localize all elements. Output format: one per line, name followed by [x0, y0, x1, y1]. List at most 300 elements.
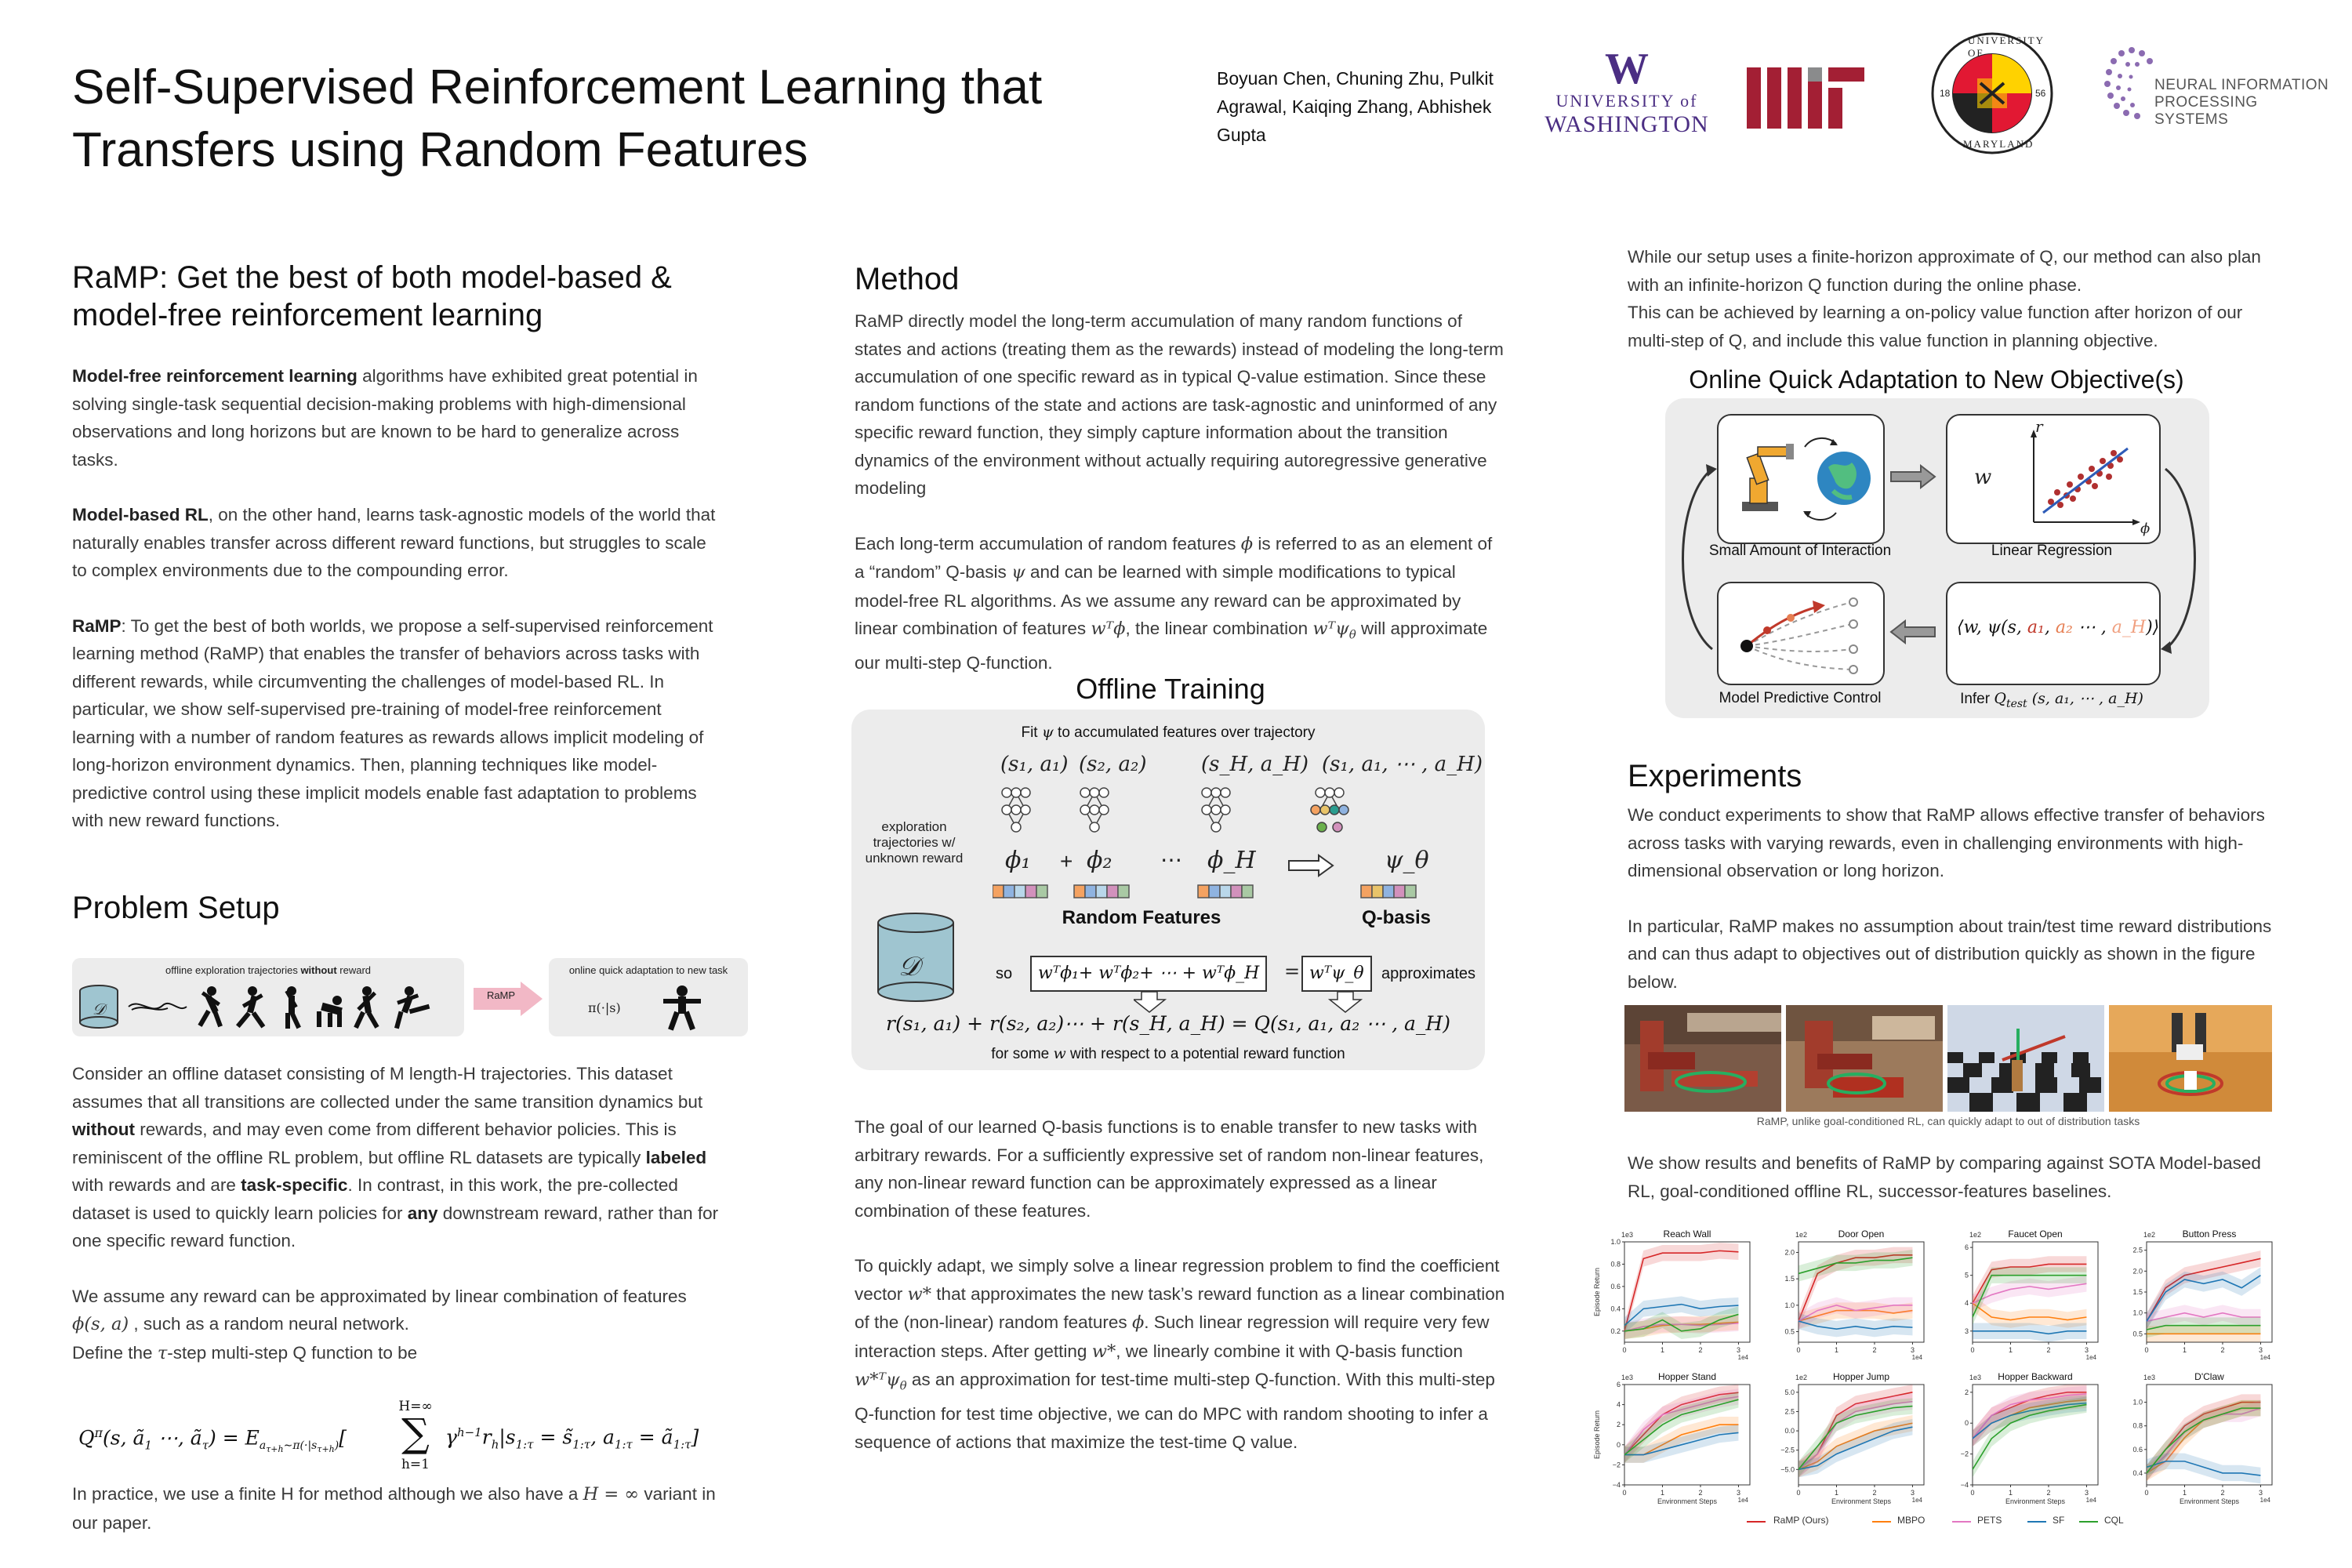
chart-x-exponent: 1e4: [2259, 1497, 2270, 1504]
expr-comma: ,: [2044, 618, 2056, 637]
experiments-body: [1628, 801, 2278, 996]
intro-bold-2: Model-based RL: [72, 505, 209, 524]
setup-para-1: [72, 1060, 723, 1255]
method-text-c: and can be learned with simple modifications to typical model-free RL algorithms. As we assume any reward can be approximated by linear combination of features: [855, 562, 1461, 638]
y-tick-label: 0.2: [1610, 1327, 1621, 1335]
eq-r: r: [481, 1425, 492, 1449]
y-tick-label: −4: [1960, 1481, 1969, 1489]
y-tick-label: 2.5: [2132, 1246, 2143, 1254]
right-arrow-icon: [1287, 854, 1334, 877]
eq-args2: ⋯, ã: [151, 1426, 202, 1450]
eq-gamma: γ: [445, 1425, 457, 1449]
environment-caption: RaMP, unlike goal-conditioned RL, can quickly adapt to out of distribution tasks: [1756, 1115, 2140, 1127]
uw-line2: WASHINGTON: [1544, 111, 1709, 137]
method-text-e: will approximate our multi-step Q-function.: [855, 619, 1488, 673]
x-tick-label: 0: [1622, 1346, 1627, 1354]
y-tick-label: 2: [1616, 1421, 1621, 1429]
online-adapt-label: online quick adaptation to new task: [568, 964, 728, 976]
x-tick-label: 1: [2182, 1346, 2187, 1354]
explore-label: exploration trajectories w/ unknown reward: [865, 819, 964, 866]
method-text-j: as an approximation for test-time multi-step Q-function. With this multi-step Q-function for test time objective, we can do MPC with random shooting to infer a sequence of actions that maximize the test-time Q value.: [855, 1370, 1495, 1452]
so-label: so: [996, 965, 1013, 982]
setup-phi-math: ϕ(s, a): [72, 1314, 129, 1334]
intro-text-2: , on the other hand, learns task-agnostic models of the world that naturally enables transfer across different reward functions, but struggles to scale to complex environments due to the compounding error.: [72, 505, 716, 580]
x-tick-label: 2: [1698, 1489, 1703, 1497]
x-tick-label: 0: [1796, 1489, 1801, 1497]
setup-text-e: downstream reward, rather than for one specific reward function.: [72, 1203, 719, 1250]
chart-title: Faucet Open: [2008, 1229, 2063, 1240]
y-tick-label: 0: [1616, 1440, 1621, 1449]
eq-gamma-sup: h−1: [456, 1425, 482, 1439]
setup-text-f: We assume any reward can be approximated by linear combination of features: [72, 1286, 687, 1306]
poster-title: Self-Supervised Reinforcement Learning that Transfers using Random Features: [72, 60, 1043, 177]
setup-text-k: variant in our paper.: [72, 1484, 716, 1533]
x-tick-label: 3: [2258, 1489, 2263, 1497]
eq-sub-1: 1: [144, 1438, 152, 1453]
x-tick-label: 1: [1660, 1489, 1664, 1497]
eq-exp-sub-b: τ+h: [266, 1444, 284, 1455]
chart-d-claw: [2114, 1366, 2278, 1505]
x-tick-label: 3: [1910, 1489, 1915, 1497]
x-tick-label: 2: [1698, 1346, 1703, 1354]
scatter-plot-icon: [2018, 426, 2151, 536]
neurips-text: NEURAL INFORMATION PROCESSING SYSTEMS: [2154, 77, 2329, 128]
method-para-1: RaMP directly model the long-term accumulation of many random functions of states and actions (treating them as the rewards) instead of modeling the long-term accumulation of one specific reward as in typical Q-value estimation. Since these random functions of the state and actions are task-agnostic and uninformed of any specific reward function, they simply capture information about the transition dynamics of the environment without actually requiring autoregressive generative modeling: [855, 311, 1504, 498]
method-w-star-2: w*: [1091, 1341, 1116, 1362]
dataset-symbol: 𝒟: [93, 1000, 105, 1018]
y-tick-label: 0.0: [1784, 1427, 1795, 1436]
umd-left-num: 18: [1940, 88, 1951, 99]
random-features-label: Random Features: [1062, 907, 1221, 928]
chart-x-exponent: 1e4: [1911, 1497, 1922, 1504]
chart-reach-wall: [1592, 1223, 1756, 1363]
y-tick-label: 5: [1964, 1271, 1969, 1279]
eq-args3: ) = E: [209, 1426, 260, 1450]
eq-sum-top: H=∞: [398, 1399, 433, 1414]
eq-sum-sign: ∑: [401, 1410, 430, 1456]
x-tick-label: 2: [1872, 1489, 1877, 1497]
method-wpsi-math: [1312, 619, 1356, 642]
pair-traj: (s₁, a₁, ⋯ , a_H): [1322, 753, 1483, 776]
setup-text-g: , such as a random neural network.: [129, 1314, 409, 1334]
y-tick-label: 0: [1964, 1419, 1969, 1428]
setup-bold-without: without: [72, 1120, 135, 1139]
w-symbol: w: [1974, 466, 1992, 489]
intro-bold-3: RaMP: [72, 615, 122, 636]
y-tick-label: 0.4: [2132, 1468, 2143, 1477]
expr-a2: a₂: [2055, 618, 2073, 637]
q-function-equation: [78, 1399, 753, 1474]
online-adaptation-panel: [549, 958, 748, 1036]
chart-hopper-jump: [1766, 1366, 1930, 1505]
method-wpsi-2-math: [855, 1370, 907, 1393]
robot-globe-icon: [1719, 416, 1883, 543]
legend-swatch-sf: [2027, 1521, 2046, 1523]
fit-psi-label: [851, 724, 1485, 742]
setup-footer: [72, 1480, 723, 1537]
fit-psi: ψ: [1041, 724, 1054, 741]
x-tick-label: 3: [1910, 1346, 1915, 1354]
chart-title: Reach Wall: [1663, 1229, 1711, 1240]
y-tick-label: 4: [1964, 1299, 1969, 1308]
x-tick-label: 2: [2220, 1489, 2225, 1497]
phi-2: ϕ₂: [1087, 847, 1112, 874]
x-tick-label: 2: [1872, 1346, 1877, 1354]
x-tick-label: 1: [2008, 1489, 2013, 1497]
reward-equation: r(s₁, a₁) + r(s₂, a₂)⋯ + r(s_H, a_H) = Q(s₁, a₁, a₂ ⋯ , a_H): [886, 1012, 1450, 1035]
uw-w-mark: W: [1605, 45, 1649, 93]
eq-pi: π: [94, 1425, 103, 1440]
x-tick-label: 0: [2144, 1489, 2149, 1497]
online-adapt-panel: [1665, 398, 2209, 718]
eq-cond: |s: [499, 1425, 516, 1449]
plus-sign: +: [1060, 849, 1073, 873]
method-psi: ψ: [1011, 562, 1025, 583]
intro-text-3: : To get the best of both worlds, we propose a self-supervised reinforcement learning method (RaMP) that enables the transfer of behaviors across tasks with different rewards, while circumventing the challenges of model-based RL. In particular, we show self-supervised pre-training of model-free reinforcement learning with a number of random features as rewards allows implicit modeling of long-horizon environment dynamics. Then, planning techniques like model-predictive control using these implicit models enable fast adaptation to problems with new reward functions.: [72, 615, 713, 830]
y-tick-label: 0.8: [1610, 1260, 1621, 1269]
method-text-i: , we linearly combine it with Q-basis function: [1116, 1341, 1463, 1361]
env-dclaw-render: [2109, 1005, 2272, 1112]
method-w-star: w*: [907, 1283, 932, 1305]
y-tick-label: 2.0: [1784, 1248, 1795, 1257]
legend-swatch-ramp: [1747, 1521, 1766, 1523]
policy-label: π(·|s): [588, 1000, 621, 1015]
intro-body: [72, 362, 723, 862]
chart-x-exponent: 1e4: [2085, 1497, 2096, 1504]
col1-section-intro: [72, 259, 746, 334]
infer-q-sub: test: [2005, 697, 2027, 710]
intro-bold-1: Model-free reinforcement learning: [72, 366, 358, 386]
feature-bar-2: [1074, 885, 1129, 898]
x-axis-label: Environment Steps: [1831, 1497, 1892, 1505]
chart-legend: [1747, 1513, 2139, 1529]
intro-para-1: [72, 362, 723, 474]
method-wpsi-2: w*ᵀψ: [855, 1370, 900, 1390]
pair-2: (s₂, a₂): [1079, 753, 1147, 776]
x-tick-label: 1: [1834, 1346, 1838, 1354]
x-tick-label: 3: [1736, 1346, 1740, 1354]
x-tick-label: 1: [1660, 1346, 1664, 1354]
setup-text-h: Define the: [72, 1342, 158, 1363]
method-text-b: is referred to as an element of a “random” Q-basis: [855, 533, 1493, 582]
chart-x-exponent: 1e4: [1911, 1354, 1922, 1361]
eq-sum-bottom: h=1: [401, 1457, 430, 1472]
eq-part-1: [78, 1425, 347, 1454]
pair-h: (s_H, a_H): [1201, 753, 1309, 776]
robot-arm-icon: [1742, 444, 1794, 511]
chart-hopper-stand: [1592, 1366, 1756, 1505]
y-tick-label: −2: [1612, 1461, 1621, 1469]
x-axis-label: Environment Steps: [1657, 1497, 1718, 1505]
eq-s-tilde: = s̃: [533, 1425, 573, 1449]
approximates-label: approximates: [1381, 965, 1476, 982]
x-tick-label: 2: [2220, 1346, 2225, 1354]
chart-door-open: [1766, 1223, 1930, 1363]
interaction-label: Small Amount of Interaction: [1708, 543, 1892, 559]
y-tick-label: 0.6: [1610, 1282, 1621, 1290]
x-tick-label: 1: [2182, 1489, 2187, 1497]
legend-label-cql: CQL: [2104, 1515, 2124, 1526]
y-axis-label: Episode Return: [1593, 1267, 1601, 1317]
author-list: Boyuan Chen, Chuning Zhu, Pulkit Agrawal, Kaiqing Zhang, Abhishek Gupta: [1217, 68, 1494, 145]
pair-1: (s₁, a₁): [1000, 753, 1069, 776]
chart-title: Hopper Stand: [1657, 1371, 1717, 1382]
exp-para-2: In particular, RaMP makes no assumption about train/test time reward distributions and can thus adapt to objectives out of distribution quickly as shown in the figure below.: [1628, 916, 2272, 992]
phi-h: ϕ_H: [1207, 847, 1256, 874]
y-axis-label: Episode Return: [1593, 1410, 1601, 1460]
expr-pre: ⟨w, ψ(s,: [1957, 618, 2027, 637]
y-tick-label: 1.5: [2132, 1288, 2143, 1296]
x-tick-label: 3: [1736, 1489, 1740, 1497]
y-tick-label: 2.5: [1784, 1407, 1795, 1416]
y-tick-label: 2: [1964, 1388, 1969, 1396]
chart-y-exponent: 1e2: [1969, 1231, 1982, 1239]
x-tick-label: 0: [1796, 1346, 1801, 1354]
eq-part-2: [445, 1425, 699, 1451]
y-tick-label: 4: [1616, 1400, 1621, 1409]
x-tick-label: 0: [2144, 1346, 2149, 1354]
method-heading: Method: [855, 262, 960, 296]
col3-para-1: While our setup uses a finite-horizon approximate of Q, our method can also plan with an infinite-horizon Q function during the online phase.: [1628, 247, 2261, 295]
chart-y-exponent: 1e2: [1795, 1374, 1808, 1381]
eq-exp-sub-c: ∼π(·|s: [283, 1439, 318, 1453]
eq-a-sub: 1:τ: [614, 1437, 633, 1452]
y-tick-label: −4: [1612, 1481, 1621, 1489]
network-icon-h: [1202, 788, 1230, 832]
umd-bottom-text: MARYLAND: [1963, 138, 2034, 150]
chart-x-exponent: 1e4: [1737, 1497, 1748, 1504]
eq-exp-sub-a: a: [259, 1439, 267, 1453]
for-some-pre: for some: [991, 1046, 1054, 1062]
fit-pre: Fit: [1021, 724, 1042, 741]
curved-arrow-left-icon: [1665, 461, 1720, 657]
setup-text-i: -step multi-step Q function to be: [167, 1342, 418, 1363]
legend-label-sf: SF: [2053, 1515, 2065, 1526]
regression-box: [1946, 414, 2161, 544]
setup-body: [72, 1060, 723, 1367]
offline-traj-label-pre: offline exploration trajectories: [165, 964, 301, 976]
chart-x-exponent: 1e4: [1737, 1354, 1748, 1361]
feature-sum-box: wᵀϕ₁+ wᵀϕ₂+ ⋯ + wᵀϕ_H: [1030, 956, 1267, 992]
legend-swatch-cql: [2079, 1521, 2098, 1523]
results-charts: [1592, 1223, 2289, 1537]
q-basis-box: wᵀψ_θ: [1301, 956, 1372, 992]
setup-text-j: In practice, we use a finite H for method although we also have a: [72, 1484, 583, 1504]
phi-axis-label: ϕ: [2140, 521, 2151, 537]
infer-pre: Infer: [1960, 691, 1994, 707]
chart-y-exponent: 1e3: [1969, 1374, 1982, 1381]
setup-bold-labeled: labeled: [645, 1147, 707, 1167]
y-tick-label: 1.0: [1610, 1238, 1621, 1246]
phi-1: ϕ₁: [1005, 847, 1031, 874]
inference-box: [1946, 582, 2161, 685]
feature-bar-psi: [1361, 885, 1416, 898]
x-axis-label: Environment Steps: [2179, 1497, 2240, 1505]
setup-para-2: [72, 1283, 723, 1368]
expr-post: )⟩: [2146, 618, 2160, 637]
legend-swatch-mbpo: [1872, 1521, 1891, 1523]
chart-title: Hopper Jump: [1832, 1371, 1890, 1382]
expr-ah: a_H: [2111, 618, 2147, 637]
psi-theta: ψ_θ: [1385, 847, 1429, 874]
experiments-heading: Experiments: [1628, 759, 1802, 793]
q-inference-expression: [1957, 618, 2159, 637]
setup-bold-task-specific: task-specific: [241, 1175, 348, 1195]
eq-a: , a: [590, 1425, 615, 1449]
infer-label: [1946, 690, 2158, 710]
network-icon-1: [1002, 788, 1030, 832]
chart-y-exponent: 1e2: [1795, 1231, 1808, 1239]
mit-logo: [1747, 67, 1864, 132]
uw-logo: [1537, 47, 1717, 138]
col3-intro: [1628, 243, 2278, 354]
arrow-right-1-icon: [1889, 464, 1936, 489]
col3-para-2: This can be achieved by learning a on-policy value function after horizon of our multi-step of Q, and include this value function in planning objective.: [1628, 303, 2243, 350]
interaction-box: [1717, 414, 1885, 544]
method-body-2: [855, 1113, 1505, 1483]
x-tick-label: 3: [2084, 1489, 2089, 1497]
chart-x-exponent: 1e4: [2085, 1354, 2096, 1361]
network-icon-psi: [1311, 788, 1348, 832]
intro-heading: RaMP: Get the best of both model-based & model-free reinforcement learning: [72, 260, 672, 332]
expr-dots: ⋯ ,: [2072, 618, 2112, 637]
trajectory-illustrations: [77, 982, 461, 1033]
online-adapt-title: Online Quick Adaptation to New Objective(s): [1689, 365, 2184, 394]
eq-open-bracket: [: [339, 1426, 347, 1450]
chart-title: Hopper Backward: [1998, 1371, 2073, 1382]
eq-a-tilde: = ã: [632, 1425, 673, 1449]
x-tick-label: 0: [1622, 1489, 1627, 1497]
y-tick-label: −2.5: [1780, 1446, 1795, 1454]
eq-q: Q: [78, 1426, 95, 1450]
offline-training-panel: [851, 710, 1485, 1070]
expr-a1: a₁: [2027, 618, 2045, 637]
chart-button-press: [2114, 1223, 2278, 1363]
legend-label-ramp: RaMP (Ours): [1773, 1515, 1829, 1526]
legend-label-pets: PETS: [1977, 1515, 2002, 1526]
uw-line1: UNIVERSITY of: [1555, 91, 1698, 111]
offline-training-title: Offline Training: [1076, 673, 1265, 705]
method-text-f: To quickly adapt, we simply solve a linear regression problem to find the coefficient vector: [855, 1256, 1500, 1304]
exp-para-1: We conduct experiments to show that RaMP allows effective transfer of behaviors across tasks with varying rewards, even in challenging environments with high-dimensional observation or long horizon.: [1628, 805, 2265, 880]
setup-text-a: Consider an offline dataset consisting of M length-H trajectories. This dataset assumes that all transitions are collected under the same transition dynamics but: [72, 1064, 703, 1112]
fit-post: to accumulated features over trajectory: [1053, 724, 1316, 741]
chart-hopper-backward: [1940, 1366, 2104, 1505]
eq-a-tilde-sub: 1:τ: [673, 1437, 691, 1452]
y-tick-label: 1.5: [1784, 1275, 1795, 1283]
mpc-box: [1717, 582, 1885, 685]
eq-cond-sub: 1:τ: [515, 1437, 534, 1452]
method-phi: ϕ: [1240, 533, 1254, 554]
ellipsis: ⋯: [1160, 848, 1182, 872]
y-tick-label: 1.0: [2132, 1398, 2143, 1406]
umd-seal: [1930, 31, 2054, 159]
infer-q: Q: [1994, 690, 2006, 707]
experiments-body-2: We show results and benefits of RaMP by comparing against SOTA Model-based RL, goal-conditioned offline RL, successor-features baselines.: [1628, 1153, 2261, 1201]
chart-y-exponent: 1e2: [2143, 1231, 2156, 1239]
y-tick-label: 0.4: [1610, 1305, 1621, 1313]
globe-icon: [1817, 452, 1871, 505]
legend-swatch-pets: [1952, 1521, 1971, 1523]
chart-title: D'Claw: [2194, 1371, 2224, 1382]
feature-bar-h: [1198, 885, 1253, 898]
offline-traj-label-bold: without: [300, 964, 337, 976]
x-tick-label: 2: [2046, 1346, 2051, 1354]
eq-s-tilde-sub: 1:τ: [572, 1437, 591, 1452]
y-tick-label: 1.0: [1784, 1301, 1795, 1309]
setup-text-b: rewards, and may even come from different behavior policies. This is reminiscent of the offline RL problem, but offline RL datasets are typically: [72, 1120, 677, 1167]
umd-right-num: 56: [2035, 88, 2046, 99]
umd-top-text: UNIVERSITY OF: [1968, 34, 2045, 59]
method-para-2: [855, 530, 1505, 677]
method-text-a: Each long-term accumulation of random features: [855, 533, 1241, 554]
chart-faucet-open: [1940, 1223, 2104, 1363]
chart-title: Door Open: [1838, 1229, 1885, 1240]
method-wphi: wᵀϕ: [1091, 619, 1126, 639]
intro-para-3: [72, 612, 723, 835]
x-tick-label: 1: [1834, 1489, 1838, 1497]
chart-y-exponent: 1e3: [2143, 1374, 2156, 1381]
environment-images: [1624, 1005, 2272, 1112]
offline-traj-label-post: reward: [336, 964, 372, 976]
equals-sign: =: [1284, 960, 1301, 982]
eq-args: (s, ã: [103, 1426, 145, 1450]
y-tick-label: 5.0: [1784, 1388, 1795, 1396]
setup-text-c: with rewards and are: [72, 1175, 241, 1195]
env-reach-wall-render: [1624, 1005, 1781, 1112]
regression-label: Linear Regression: [1991, 543, 2113, 559]
fighter-pose-icon: [659, 985, 706, 1032]
eq-sub-tau: τ: [201, 1438, 209, 1453]
x-tick-label: 3: [2258, 1346, 2263, 1354]
eq-r-sub: h: [491, 1437, 499, 1452]
x-tick-label: 0: [1970, 1489, 1975, 1497]
intro-text-1: algorithms have exhibited great potential in solving single-task sequential decision-making problems with high-dimensional observations and long horizons but are known to be hard to generalize across tasks.: [72, 366, 698, 470]
setup-h-inf-math: H = ∞: [583, 1484, 640, 1504]
feature-bar-1: [993, 885, 1047, 898]
eq-exp-sub-e: ): [334, 1439, 339, 1453]
series-band-sf: [1973, 1323, 2086, 1342]
feature-bars: [993, 882, 1447, 902]
method-text-g: that approximates the new task’s reward function as a linear combination of the (non-linear) random features: [855, 1283, 1505, 1332]
q-basis-label: Q-basis: [1361, 907, 1432, 928]
for-some-w: w: [1053, 1045, 1066, 1062]
y-tick-label: −2: [1960, 1450, 1969, 1458]
y-tick-label: −5.0: [1780, 1465, 1795, 1474]
y-tick-label: 2.0: [2132, 1267, 2143, 1276]
mpc-label: Model Predictive Control: [1719, 690, 1882, 706]
method-phi-2: ϕ: [1131, 1312, 1145, 1333]
intro-para-2: [72, 501, 723, 585]
y-tick-label: 0.8: [2132, 1421, 2143, 1430]
method-wpsi-theta: θ: [1348, 627, 1356, 642]
method-text-h: . Such linear regression will require very few interaction steps. After getting: [855, 1312, 1490, 1361]
y-tick-label: 0.5: [2132, 1330, 2143, 1338]
for-some-post: with respect to a potential reward function: [1065, 1046, 1345, 1062]
env-hopper-render: [1947, 1005, 2104, 1112]
setup-text-d: . In contrast, in this work, the pre-collected dataset is used to quickly learn policies for: [72, 1175, 678, 1223]
y-tick-label: 6: [1616, 1381, 1621, 1388]
chart-y-exponent: 1e3: [1621, 1231, 1634, 1239]
dataset-symbol-large: 𝒟: [898, 951, 920, 982]
r-axis-label: r: [2035, 417, 2043, 436]
down-arrows: [1134, 990, 1369, 1014]
eq-close-bracket: ]: [691, 1425, 699, 1449]
offline-traj-label: [72, 964, 464, 976]
chart-title: Button Press: [2182, 1229, 2237, 1240]
setup-tau-math: τ: [157, 1342, 168, 1363]
infer-post: (s, a₁, ⋯ , a_H): [2027, 690, 2143, 707]
